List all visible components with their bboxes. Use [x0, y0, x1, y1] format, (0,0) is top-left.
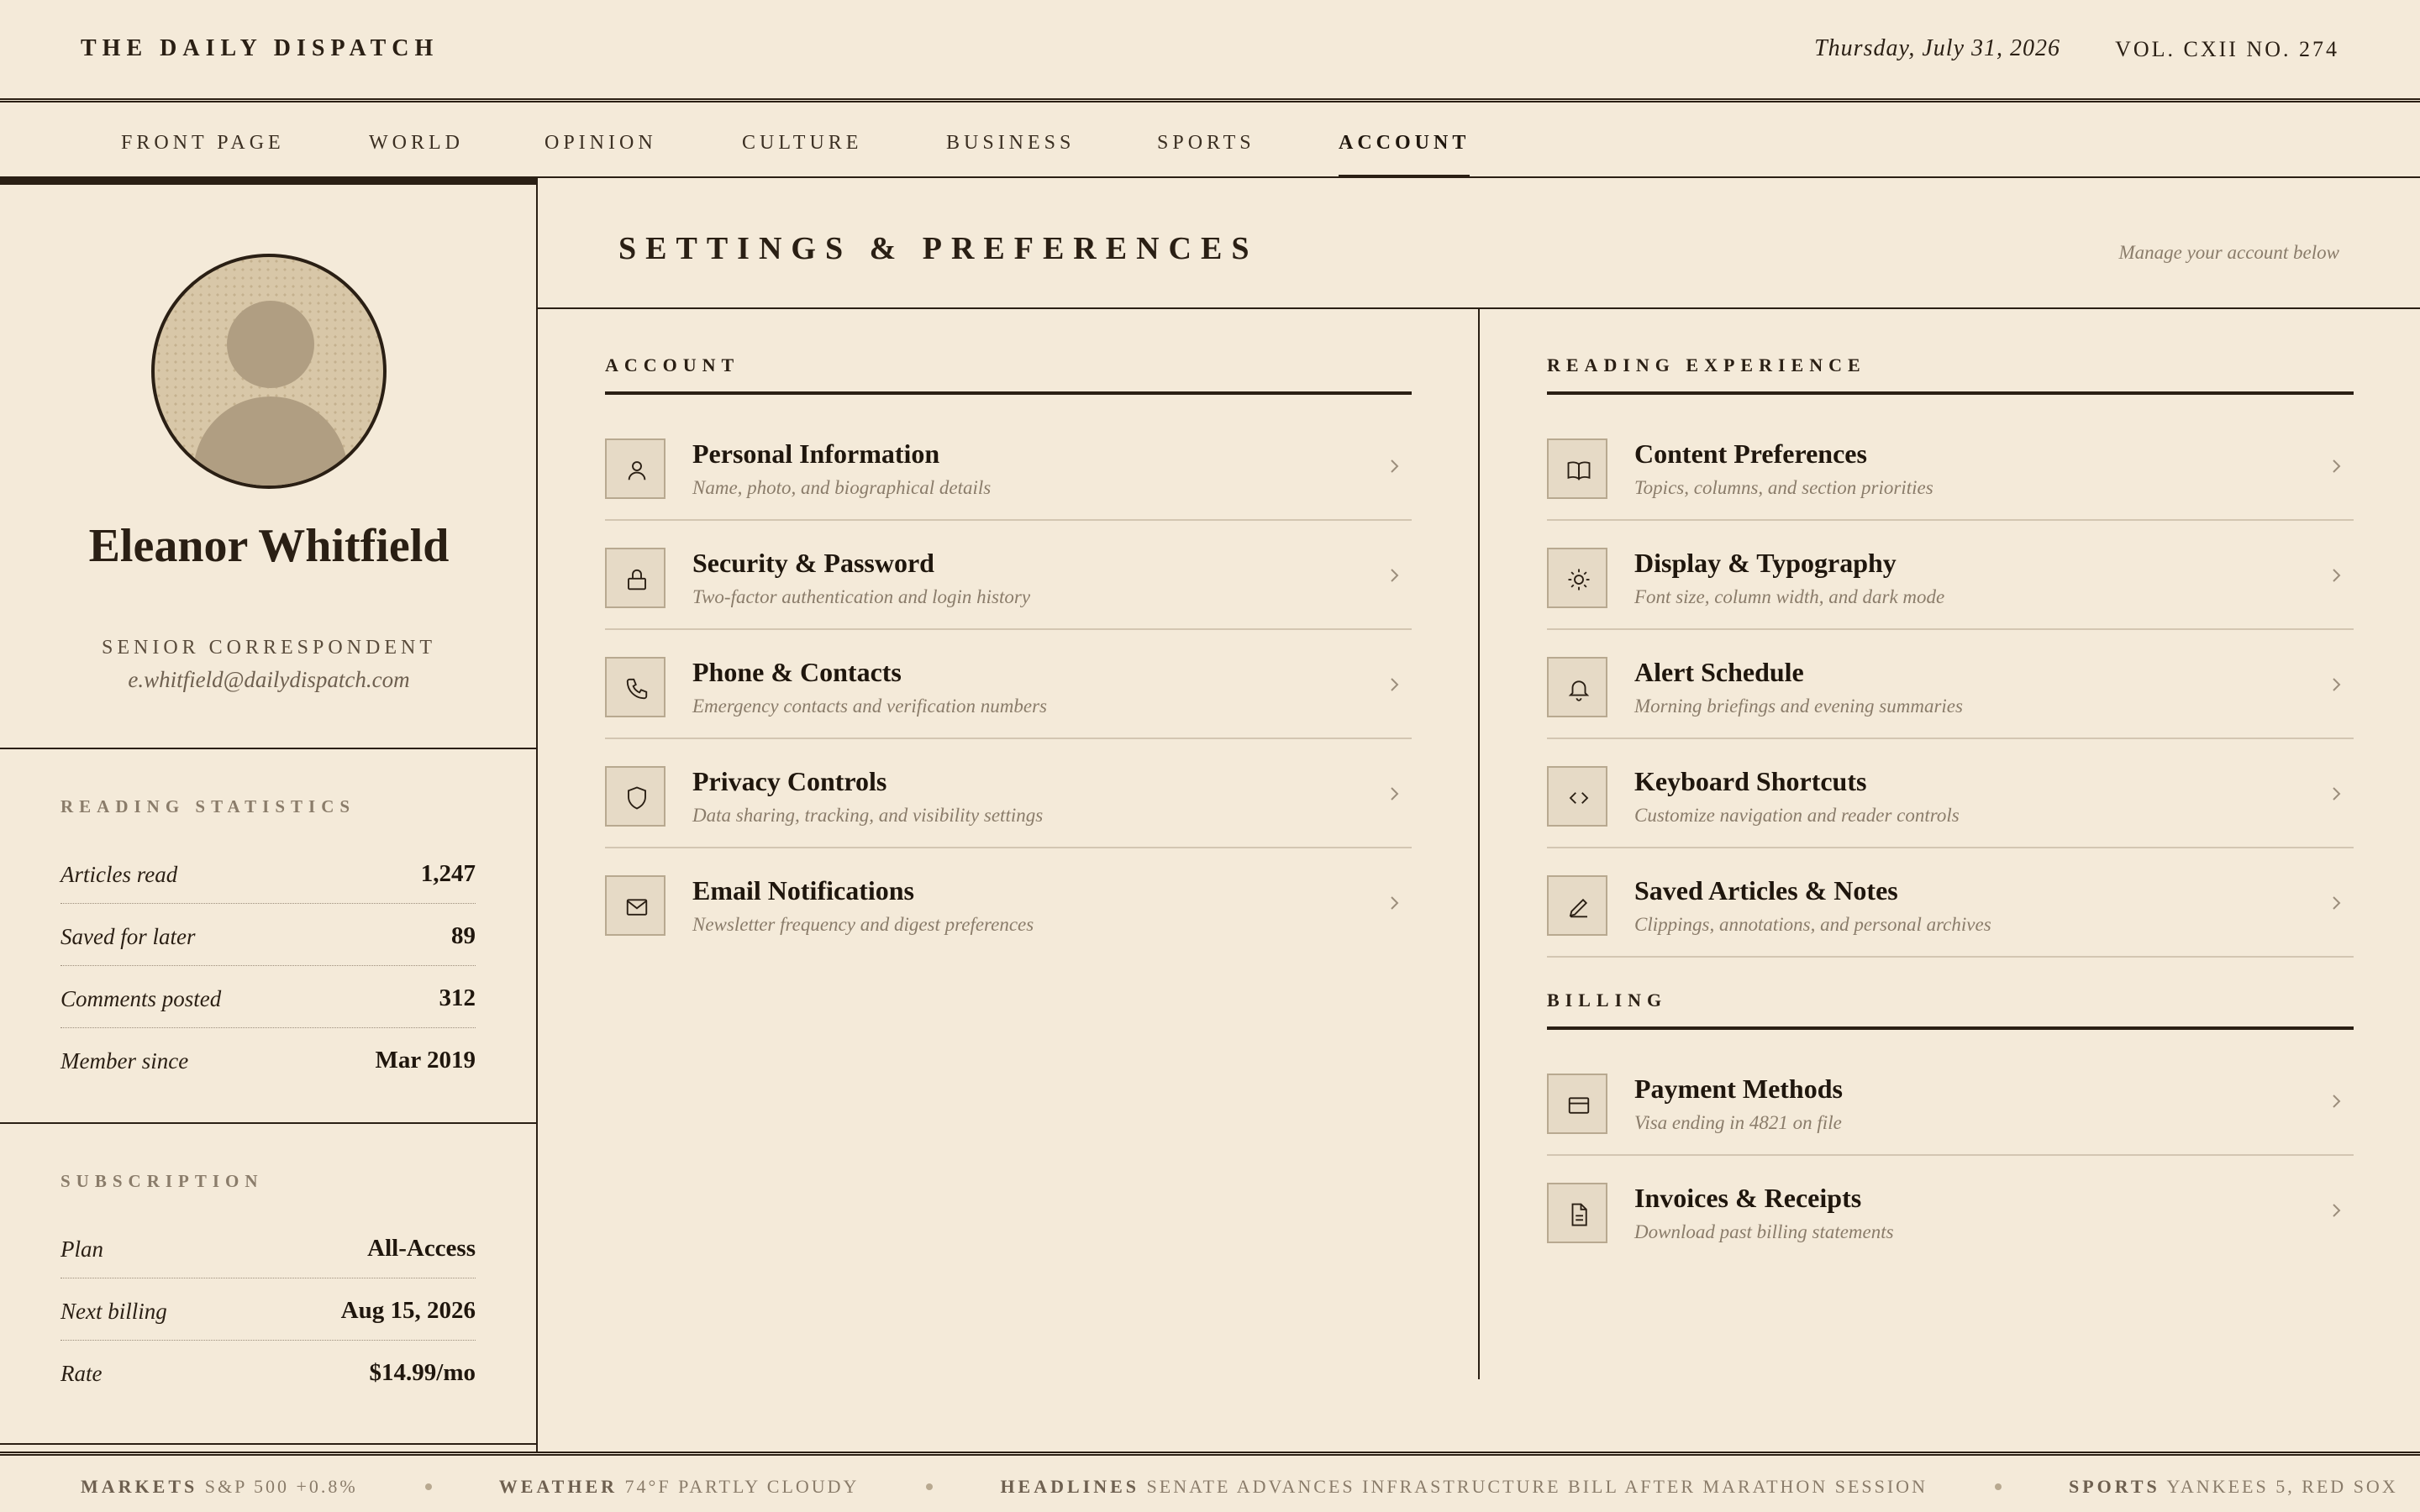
billing-settings-list [1547, 1047, 2354, 1265]
profile-title: SENIOR CORRESPONDENT [101, 637, 437, 659]
item-title: Security & Password [692, 548, 934, 578]
subscription-value: Aug 15, 2026 [340, 1297, 476, 1324]
stat-row [60, 1028, 476, 1090]
user-icon [605, 438, 666, 499]
column-divider [1478, 309, 1480, 1379]
subscription-row [60, 1278, 476, 1341]
ticker-item-sports[interactable] [2069, 1476, 2398, 1498]
pen-icon [1547, 875, 1607, 936]
settings-header [538, 178, 2420, 309]
book-icon [1547, 438, 1607, 499]
subscription-value: All-Access [367, 1235, 476, 1262]
subscription-value: $14.99/mo [369, 1359, 476, 1386]
section-nav [0, 107, 2420, 178]
avatar-body-shape [193, 396, 348, 489]
stat-label: Comments posted [60, 986, 222, 1011]
item-title: Phone & Contacts [692, 657, 902, 687]
code-icon [1547, 766, 1607, 827]
settings-item-display-typography[interactable] [1547, 521, 2354, 630]
page-subtitle: Manage your account below [2118, 242, 2339, 263]
item-title: Keyboard Shortcuts [1634, 766, 1867, 796]
settings-item-privacy-controls[interactable] [605, 739, 1412, 848]
profile-sidebar [0, 178, 538, 1452]
ticker-text: YANKEES 5, RED SOX [2166, 1476, 2398, 1497]
subscription-label: Rate [60, 1361, 103, 1386]
ticker-key: MARKETS [81, 1476, 198, 1497]
nav-business[interactable]: BUSINESS [946, 132, 1076, 154]
bell-icon [1547, 657, 1607, 717]
item-title: Personal Information [692, 438, 940, 469]
ticker-key: SPORTS [2068, 1476, 2160, 1497]
nav-sports[interactable]: SPORTS [1157, 132, 1255, 154]
stat-value: 312 [439, 984, 476, 1011]
settings-item-keyboard-shortcuts[interactable] [1547, 739, 2354, 848]
subscription-row [60, 1341, 476, 1403]
subscription-heading: SUBSCRIPTION [60, 1171, 264, 1191]
subscription-label: Next billing [60, 1299, 167, 1324]
nav-world[interactable]: WORLD [369, 132, 464, 154]
chevron-right-icon [2327, 563, 2347, 588]
chevron-right-icon [2327, 781, 2347, 806]
avatar-head-shape [227, 301, 314, 388]
reading-settings-list [1547, 412, 2354, 958]
item-description: Clippings, annotations, and personal archives [1634, 914, 1991, 935]
stat-label: Articles read [60, 862, 178, 887]
chevron-right-icon [1385, 563, 1405, 588]
stat-row [60, 904, 476, 966]
stat-label: Saved for later [60, 924, 196, 949]
nav-culture[interactable]: CULTURE [742, 132, 863, 154]
item-description: Morning briefings and evening summaries [1634, 696, 1963, 717]
chevron-right-icon [2327, 1089, 2347, 1114]
item-description: Font size, column width, and dark mode [1634, 586, 1945, 607]
ticker-item-weather[interactable] [499, 1476, 860, 1498]
profile-card [0, 185, 536, 749]
item-title: Invoices & Receipts [1634, 1183, 1862, 1213]
stat-row [60, 842, 476, 904]
masthead-date: Thursday, July 31, 2026 [1814, 35, 2060, 61]
document-icon [1547, 1183, 1607, 1243]
item-description: Customize navigation and reader controls [1634, 805, 1960, 826]
masthead-title[interactable]: THE DAILY DISPATCH [81, 35, 439, 61]
credit-card-icon [1547, 1074, 1607, 1134]
ticker-item-markets[interactable] [81, 1476, 358, 1498]
settings-item-alert-schedule[interactable] [1547, 630, 2354, 739]
nav-opinion[interactable]: OPINION [544, 132, 657, 154]
news-ticker [0, 1452, 2420, 1512]
item-title: Alert Schedule [1634, 657, 1804, 687]
settings-item-personal-information[interactable] [605, 412, 1412, 521]
lock-icon [605, 548, 666, 608]
ticker-text: S&P 500 +0.8% [204, 1476, 358, 1497]
phone-icon [605, 657, 666, 717]
settings-item-security-password[interactable] [605, 521, 1412, 630]
item-title: Privacy Controls [692, 766, 887, 796]
ticker-track [81, 1476, 2398, 1498]
item-description: Topics, columns, and section priorities [1634, 477, 1933, 498]
masthead [0, 0, 2420, 102]
ticker-text: SENATE ADVANCES INFRASTRUCTURE BILL AFTER MARATHON SESSION [1146, 1476, 1928, 1497]
ticker-separator [425, 1483, 432, 1490]
account-heading: ACCOUNT [605, 354, 1412, 395]
shield-icon [605, 766, 666, 827]
chevron-right-icon [1385, 454, 1405, 479]
ticker-item-headlines[interactable] [1000, 1476, 1928, 1498]
nav-front-page[interactable]: FRONT PAGE [121, 132, 285, 154]
stat-label: Member since [60, 1048, 189, 1074]
account-settings-list [605, 412, 1412, 958]
subscription-row [60, 1216, 476, 1278]
stat-value: Mar 2019 [375, 1047, 476, 1074]
reading-statistics [0, 749, 536, 1124]
profile-email: e.whitfield@dailydispatch.com [128, 667, 410, 692]
ticker-separator [1995, 1483, 2002, 1490]
subscription-label: Plan [60, 1236, 103, 1262]
chevron-right-icon [2327, 672, 2347, 697]
settings-item-saved-articles-notes[interactable] [1547, 848, 2354, 958]
stats-list [60, 842, 476, 1090]
item-description: Two-factor authentication and login history [692, 586, 1031, 607]
settings-item-invoices-receipts[interactable] [1547, 1156, 2354, 1265]
stat-value: 1,247 [420, 860, 476, 887]
reading-experience-heading: READING EXPERIENCE [1547, 354, 2354, 395]
chevron-right-icon [1385, 781, 1405, 806]
item-description: Name, photo, and biographical details [692, 477, 992, 498]
nav-account[interactable]: ACCOUNT [1339, 132, 1470, 178]
ticker-key: HEADLINES [1000, 1476, 1140, 1497]
avatar[interactable] [151, 254, 387, 489]
item-description: Visa ending in 4821 on file [1634, 1112, 1842, 1133]
billing-heading: BILLING [1547, 990, 2354, 1030]
stat-row [60, 966, 476, 1028]
reading-statistics-heading: READING STATISTICS [60, 796, 356, 816]
chevron-right-icon [2327, 890, 2347, 916]
item-title: Payment Methods [1634, 1074, 1843, 1104]
page-title: SETTINGS & PREFERENCES [618, 231, 1259, 266]
ticker-separator [926, 1483, 933, 1490]
sun-icon [1547, 548, 1607, 608]
item-description: Download past billing statements [1634, 1221, 1894, 1242]
item-description: Newsletter frequency and digest preferences [692, 914, 1034, 935]
envelope-icon [605, 875, 666, 936]
settings-item-phone-contacts[interactable] [605, 630, 1412, 739]
subscription [0, 1124, 536, 1445]
ticker-key: WEATHER [498, 1476, 618, 1497]
subscription-list [60, 1216, 476, 1403]
stat-value: 89 [451, 922, 476, 949]
item-description: Data sharing, tracking, and visibility settings [692, 805, 1044, 826]
masthead-volume: VOL. CXII NO. 274 [2115, 37, 2339, 61]
settings-item-email-notifications[interactable] [605, 848, 1412, 958]
settings-item-payment-methods[interactable] [1547, 1047, 2354, 1156]
settings-item-content-preferences[interactable] [1547, 412, 2354, 521]
profile-name: Eleanor Whitfield [88, 520, 450, 572]
chevron-right-icon [2327, 1198, 2347, 1223]
item-title: Display & Typography [1634, 548, 1897, 578]
item-title: Content Preferences [1634, 438, 1867, 469]
chevron-right-icon [1385, 890, 1405, 916]
chevron-right-icon [2327, 454, 2347, 479]
chevron-right-icon [1385, 672, 1405, 697]
ticker-text: 74°F PARTLY CLOUDY [624, 1476, 860, 1497]
item-description: Emergency contacts and verification numbers [692, 696, 1047, 717]
item-title: Saved Articles & Notes [1634, 875, 1898, 906]
item-title: Email Notifications [692, 875, 914, 906]
